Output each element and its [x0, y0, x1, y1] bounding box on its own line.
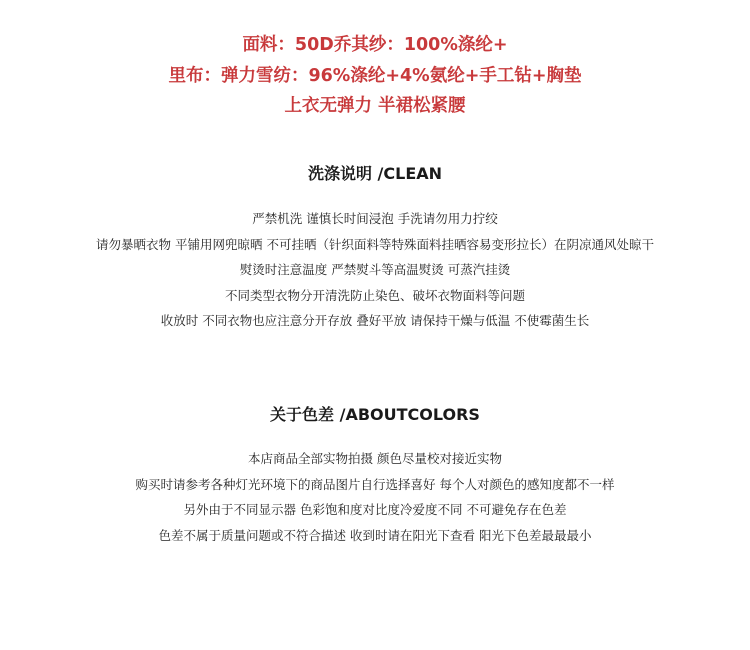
care-line: 请勿暴晒衣物 平铺用网兜晾晒 不可挂晒（针织面料等特殊面料挂晒容易变形拉长）在阴凉通风处晾干	[96, 236, 654, 252]
fabric-line-elasticity: 上衣无弹力 半裙松紧腰	[284, 96, 466, 116]
fabric-line-lining: 里布：弹力雪纺：96%涤纶+4%氨纶+手工钻+胸垫	[168, 65, 582, 86]
care-instructions-section	[0, 163, 750, 334]
color-line: 购买时请参考各种灯光环境下的商品图片自行选择喜好 每个人对颜色的感知度都不一样	[135, 476, 615, 492]
color-line: 另外由于不同显示器 色彩饱和度对比度冷爱度不同 不可避免存在色差	[183, 502, 567, 517]
color-difference-section	[0, 404, 750, 548]
care-instructions-title: 洗涤说明 /CLEAN	[307, 164, 443, 183]
color-line: 本店商品全部实物拍摄 颜色尽量校对接近实物	[248, 451, 502, 466]
care-instructions-body	[0, 206, 750, 334]
color-difference-title: 关于色差 /ABOUTCOLORS	[270, 405, 480, 424]
care-line: 不同类型衣物分开清洗防止染色、破坏衣物面料等问题	[224, 287, 525, 303]
care-line: 熨烫时注意温度 严禁熨斗等高温熨烫 可蒸汽挂烫	[239, 262, 511, 277]
fabric-line-outer: 面料：50D乔其纱：100%涤纶+	[242, 35, 508, 55]
color-difference-body	[0, 446, 750, 548]
care-line: 收放时 不同衣物也应注意分开存放 叠好平放 请保持干燥与低温 不使霉菌生长	[160, 313, 590, 328]
care-line: 严禁机洗 谨慎长时间浸泡 手洗请勿用力拧绞	[252, 211, 498, 226]
fabric-info	[0, 30, 750, 122]
color-line: 色差不属于质量问题或不符合描述 收到时请在阳光下查看 阳光下色差最最最小	[158, 527, 592, 543]
